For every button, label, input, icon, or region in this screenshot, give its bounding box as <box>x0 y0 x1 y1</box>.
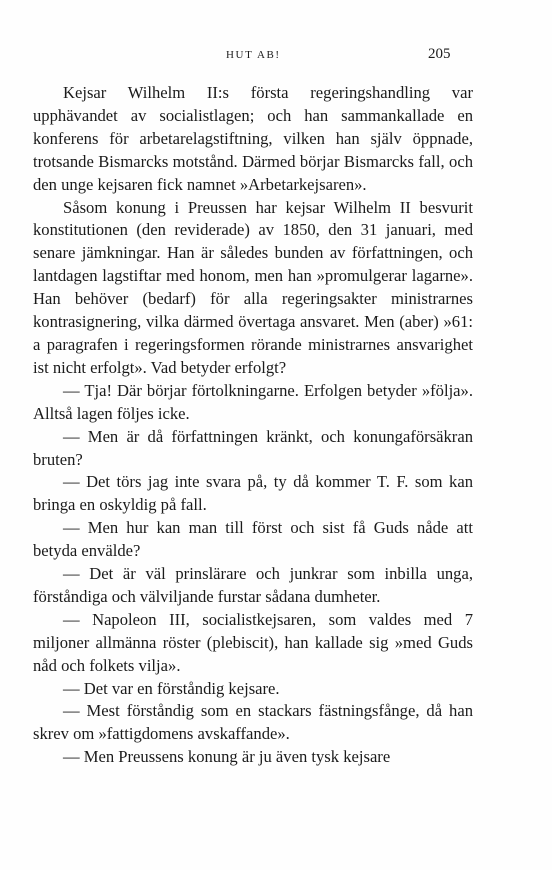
body-text <box>33 82 473 769</box>
running-title: HUT AB! <box>226 49 281 61</box>
dialogue-line: — Men hur kan man till först och sist få Guds nåde att betyda envälde? <box>33 518 473 561</box>
dialogue-line: — Det är väl prinslärare och junkrar som inbilla unga, förståndiga och välviljande furstar sådana dumheter. <box>33 564 473 606</box>
dialogue-line: — Det törs jag inte svara på, ty då kommer T. F. som kan bringa en oskyldig på fall. <box>33 472 473 515</box>
running-header <box>0 46 552 66</box>
paragraph: Kejsar Wilhelm II:s första regeringshandling var upphävandet av socialistlagen; och han sammankallade en konferens för arbetarelagstiftning, vilken han själv öppnade, trotsande Bismarcks motstånd. Därmed börjar Bismarcks fall, och den unge kejsaren fick namnet »Arbetarkejsaren». <box>33 83 473 194</box>
paragraph: Såsom konung i Preussen har kejsar Wilhelm II besvurit konstitutionen (den reviderade) av 1850, den 31 januari, med senare jämkningar. Han är således bunden av författningen, och lantdagen lagstiftar med honom, men han »promulgerar lagarne». Han behöver (bedarf) för alla regeringsakter ministrarnes kontrasignering, vilka därmed övertaga ansvaret. Men (aber) »61: a paragrafen i regeringsformen rörande ministrarnes ansvarighet ist nicht erfolgt». Vad betyder erfolgt? <box>33 197 473 377</box>
page-number: 205 <box>428 46 451 62</box>
dialogue-line: — Men Preussens konung är ju även tysk kejsare <box>63 747 391 767</box>
dialogue-line: — Men är då författningen kränkt, och konungaförsäkran bruten? <box>33 426 473 469</box>
dialogue-line: — Det var en förståndig kejsare. <box>63 678 280 698</box>
dialogue-line: — Tja! Där börjar förtolkningarne. Erfolgen betyder »följa». Alltså lagen följes icke. <box>33 380 473 423</box>
dialogue-line: — Napoleon III, socialistkejsaren, som valdes med 7 miljoner allmänna röster (plebiscit), han kallade sig »med Guds nåd och folkets vilja». <box>33 609 473 675</box>
dialogue-line: — Mest förståndig som en stackars fästningsfånge, då han skrev om »fattigdomens avskaffande». <box>33 701 473 744</box>
